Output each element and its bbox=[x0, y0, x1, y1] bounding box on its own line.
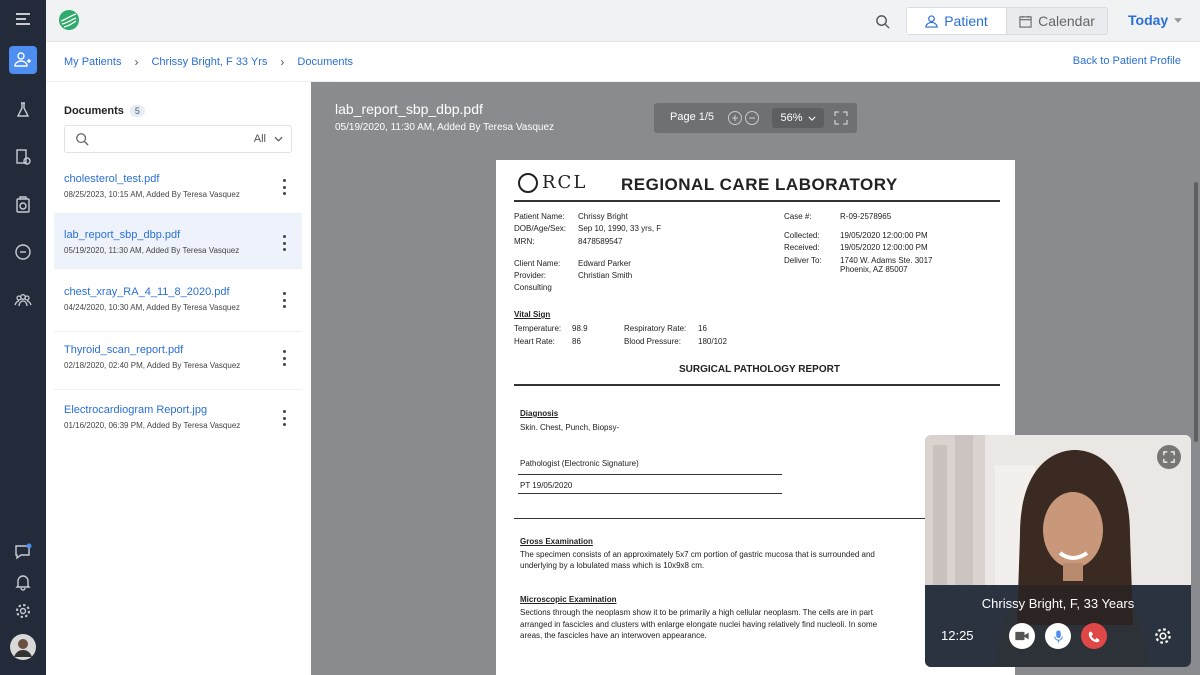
document-item[interactable] bbox=[54, 334, 302, 390]
label-received: Received: bbox=[784, 243, 820, 252]
document-name[interactable]: Electrocardiogram Report.jpg bbox=[64, 404, 208, 416]
breadcrumb-documents[interactable]: Documents bbox=[297, 56, 354, 68]
caret-down-icon bbox=[1174, 18, 1182, 23]
calendar-tab[interactable] bbox=[1007, 8, 1107, 34]
label-client-name: Client Name: bbox=[514, 259, 561, 268]
back-to-profile-link[interactable]: Back to Patient Profile bbox=[1072, 55, 1181, 67]
value-client-name: Edward Parker bbox=[578, 259, 631, 268]
label-dob: DOB/Age/Sex: bbox=[514, 224, 567, 233]
diagnosis-heading: Diagnosis bbox=[520, 409, 559, 418]
label-case: Case #: bbox=[784, 212, 812, 221]
document-item[interactable] bbox=[54, 163, 302, 219]
value-deliver-line2: Phoenix, AZ 85007 bbox=[840, 265, 908, 274]
page-indicator: Page 1/5 bbox=[670, 111, 715, 123]
bell-icon[interactable] bbox=[9, 568, 37, 596]
label-deliver-to: Deliver To: bbox=[784, 256, 822, 265]
gross-text: The specimen consists of an approximately 5x7 cm portion of gastric mucosa that is surrounded and bbox=[520, 550, 875, 559]
person-icon bbox=[925, 15, 938, 28]
camera-toggle-icon[interactable] bbox=[1009, 623, 1035, 649]
search-icon[interactable] bbox=[872, 11, 892, 31]
signature-line bbox=[518, 493, 782, 494]
documents-title: Documents bbox=[64, 105, 124, 117]
video-call-window[interactable] bbox=[925, 435, 1191, 667]
value-dob: Sep 10, 1990, 33 yrs, F bbox=[578, 224, 662, 233]
scrollbar[interactable] bbox=[1194, 182, 1198, 442]
groups-icon[interactable] bbox=[9, 286, 37, 314]
menu-icon[interactable] bbox=[9, 5, 37, 33]
fullscreen-icon[interactable] bbox=[834, 111, 848, 125]
chevron-down-icon bbox=[274, 136, 283, 142]
top-bar bbox=[46, 0, 1200, 42]
document-meta: 02/18/2020, 02:40 PM, Added By Teresa Vasquez bbox=[64, 361, 241, 370]
settings-gear-icon[interactable] bbox=[9, 597, 37, 625]
zoom-in-icon[interactable]: + bbox=[728, 111, 742, 125]
breadcrumb bbox=[64, 55, 353, 69]
section-divider bbox=[514, 384, 1000, 386]
value-provider: Christian Smith bbox=[578, 271, 633, 280]
viewer-file-meta: 05/19/2020, 11:30 AM, Added By Teresa Vasquez bbox=[335, 122, 555, 133]
vital-sign-heading: Vital Sign bbox=[514, 310, 551, 319]
zoom-out-icon[interactable]: − bbox=[745, 111, 759, 125]
filter-value: All bbox=[253, 133, 266, 145]
documents-header bbox=[64, 105, 145, 117]
header-divider bbox=[514, 200, 1000, 202]
zoom-value: 56% bbox=[780, 112, 803, 124]
microscopic-text: areas, the fascicles have an interwoven appearance. bbox=[520, 631, 707, 640]
microscopic-heading: Microscopic Examination bbox=[520, 595, 617, 604]
breadcrumb-my-patients[interactable]: My Patients bbox=[64, 56, 122, 68]
document-name[interactable]: Thyroid_scan_report.pdf bbox=[64, 344, 184, 356]
pathologist-label: Pathologist (Electronic Signature) bbox=[520, 459, 639, 468]
app-logo bbox=[58, 9, 80, 31]
chat-notification-icon[interactable] bbox=[9, 538, 37, 566]
label-respiratory-rate: Respiratory Rate: bbox=[624, 324, 687, 333]
label-patient-name: Patient Name: bbox=[514, 212, 565, 221]
call-settings-icon[interactable] bbox=[1153, 626, 1173, 646]
end-call-icon[interactable] bbox=[1081, 623, 1107, 649]
chevron-down-icon bbox=[808, 116, 816, 121]
label-mrn: MRN: bbox=[514, 237, 535, 246]
microscopic-text: Sections through the neoplasm show it to be primarily a high cellular neoplasm. The cells are in part bbox=[520, 608, 873, 617]
value-temperature: 98.9 bbox=[572, 324, 588, 333]
pt-date: PT 19/05/2020 bbox=[520, 481, 573, 490]
document-item-selected[interactable] bbox=[54, 213, 302, 269]
label-collected: Collected: bbox=[784, 231, 820, 240]
documents-count-badge: 5 bbox=[130, 105, 145, 117]
value-case: R-09-2578965 bbox=[840, 212, 892, 221]
today-label: Today bbox=[1128, 12, 1169, 28]
gross-text: underlying by a lobulated mass which is 10x9x8 cm. bbox=[520, 561, 705, 570]
signature-line bbox=[518, 474, 782, 475]
value-blood-pressure: 180/102 bbox=[698, 337, 727, 346]
today-dropdown[interactable] bbox=[1128, 12, 1182, 28]
document-meta: 05/19/2020, 11:30 AM, Added By Teresa Vasquez bbox=[64, 246, 240, 255]
user-avatar[interactable] bbox=[9, 633, 37, 661]
value-collected: 19/05/2020 12:00:00 PM bbox=[840, 231, 928, 240]
icon-rail bbox=[0, 0, 46, 675]
prescription-icon[interactable] bbox=[9, 143, 37, 171]
value-mrn: 8478589547 bbox=[578, 237, 623, 246]
label-temperature: Temperature: bbox=[514, 324, 562, 333]
patient-tab-label: Patient bbox=[944, 13, 988, 29]
search-icon bbox=[75, 132, 89, 146]
document-item[interactable] bbox=[54, 394, 302, 450]
diagnosis-text: Skin. Chest, Punch, Biopsy- bbox=[520, 423, 620, 432]
rcl-logo-text: RCL bbox=[542, 172, 588, 193]
lab-title: REGIONAL CARE LABORATORY bbox=[621, 175, 898, 194]
breadcrumb-bar bbox=[46, 42, 1200, 82]
label-consulting: Consulting bbox=[514, 283, 552, 292]
chevron-right-icon: › bbox=[280, 55, 285, 69]
patients-nav-icon[interactable] bbox=[9, 46, 37, 74]
microphone-icon[interactable] bbox=[1045, 623, 1071, 649]
document-meta: 01/16/2020, 06:39 PM, Added By Teresa Vasquez bbox=[64, 421, 241, 430]
rcl-logo-mark bbox=[518, 173, 538, 193]
label-provider: Provider: bbox=[514, 271, 547, 280]
chevron-right-icon: › bbox=[134, 55, 139, 69]
value-patient-name: Chrissy Bright bbox=[578, 212, 628, 221]
more-options-icon[interactable] bbox=[280, 290, 288, 310]
document-name[interactable]: lab_report_sbp_dbp.pdf bbox=[64, 229, 181, 241]
call-duration: 12:25 bbox=[941, 628, 974, 643]
more-options-icon[interactable] bbox=[280, 177, 288, 197]
document-name[interactable]: chest_xray_RA_4_11_8_2020.pdf bbox=[64, 286, 230, 298]
label-blood-pressure: Blood Pressure: bbox=[624, 337, 681, 346]
value-deliver-line1: 1740 W. Adams Ste. 3017 bbox=[840, 256, 933, 265]
document-meta: 04/24/2020, 10:30 AM, Added By Teresa Vasquez bbox=[64, 303, 240, 312]
patient-tab[interactable] bbox=[907, 8, 1007, 34]
expand-video-icon[interactable] bbox=[1157, 445, 1181, 469]
value-received: 19/05/2020 12:00:00 PM bbox=[840, 243, 928, 252]
messages-icon[interactable] bbox=[9, 238, 37, 266]
label-heart-rate: Heart Rate: bbox=[514, 337, 555, 346]
more-options-icon[interactable] bbox=[280, 408, 288, 428]
document-name[interactable]: cholesterol_test.pdf bbox=[64, 173, 160, 185]
caller-name: Chrissy Bright, F, 33 Years bbox=[981, 596, 1135, 611]
viewer-file-title: lab_report_sbp_dbp.pdf bbox=[335, 101, 483, 117]
zoom-select[interactable] bbox=[772, 108, 824, 128]
breadcrumb-patient[interactable]: Chrissy Bright, F 33 Yrs bbox=[151, 56, 268, 68]
rcl-logo bbox=[518, 172, 587, 193]
documents-search-input[interactable] bbox=[64, 125, 292, 153]
microscopic-text: arranged in fascicles and clusters with enlarge elongate nuclei having relatively find nucleoli. In some bbox=[520, 620, 878, 629]
value-respiratory-rate: 16 bbox=[698, 324, 707, 333]
value-heart-rate: 86 bbox=[572, 337, 581, 346]
calendar-icon bbox=[1019, 15, 1032, 28]
document-item[interactable] bbox=[54, 276, 302, 332]
more-options-icon[interactable] bbox=[280, 348, 288, 368]
medical-record-icon[interactable] bbox=[9, 191, 37, 219]
view-toggle bbox=[906, 7, 1108, 35]
viewer-toolbar bbox=[654, 103, 857, 133]
section-title: SURGICAL PATHOLOGY REPORT bbox=[679, 364, 840, 375]
document-meta: 08/25/2023, 10:15 AM, Added By Teresa Vasquez bbox=[64, 190, 240, 199]
documents-panel bbox=[46, 82, 302, 675]
document-filter-select[interactable] bbox=[254, 133, 283, 145]
gross-heading: Gross Examination bbox=[520, 537, 593, 546]
more-options-icon[interactable] bbox=[280, 233, 288, 253]
calendar-tab-label: Calendar bbox=[1038, 13, 1095, 29]
lab-flask-icon[interactable] bbox=[9, 96, 37, 124]
